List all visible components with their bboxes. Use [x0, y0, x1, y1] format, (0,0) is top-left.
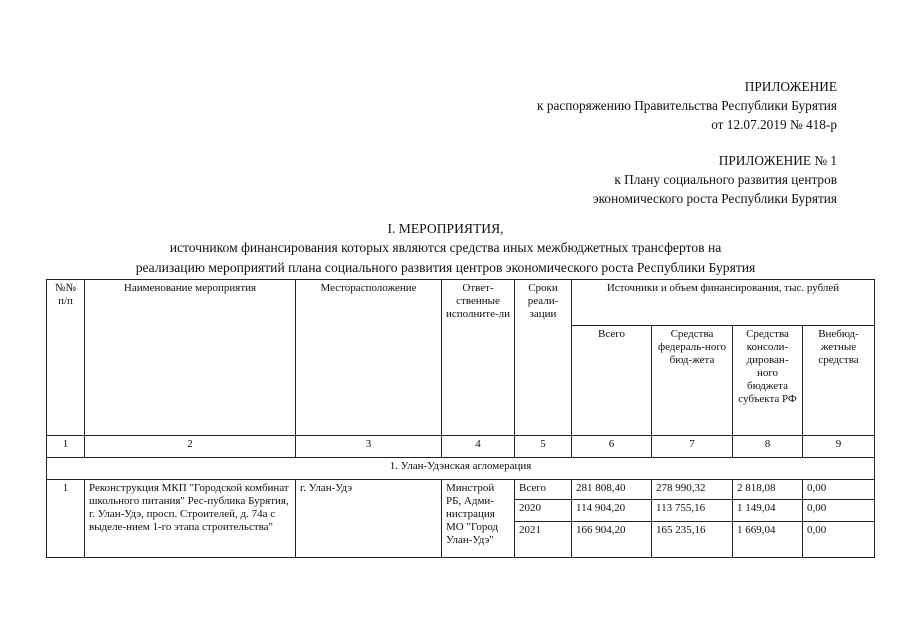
header-funding: Источники и объем финансирования, тыс. рублей	[572, 280, 875, 326]
column-number-row	[47, 436, 875, 458]
column-number: 2	[85, 436, 296, 458]
column-number: 8	[733, 436, 803, 458]
appendix-title: ПРИЛОЖЕНИЕ	[744, 79, 837, 94]
header-total: Всего	[572, 326, 652, 436]
column-number: 3	[296, 436, 442, 458]
section-subheading-line2: реализацию мероприятий плана социального развития центров экономического роста Республики Бурятия	[135, 260, 756, 275]
section-subheading-line1: источником финансирования которых являются средства иных межбюджетных трансфертов на	[169, 240, 722, 255]
column-number: 1	[47, 436, 85, 458]
column-number: 6	[572, 436, 652, 458]
period-term: 2020	[515, 500, 572, 522]
header-location: Месторасположение	[296, 280, 442, 436]
column-number: 4	[442, 436, 515, 458]
period-federal: 278 990,32	[652, 480, 733, 500]
period-total: 281 808,40	[572, 480, 652, 500]
appendix-date-number: от 12.07.2019 № 418-р	[711, 117, 837, 132]
annex-reference-line1: к Плану социального развития центров	[614, 172, 837, 187]
annex-header	[593, 151, 837, 208]
period-federal: 113 755,16	[652, 500, 733, 522]
row-executors: Минстрой РБ, Адми-нистрация МО "Город Улан-Удэ"	[442, 480, 515, 558]
appendix-reference: к распоряжению Правительства Республики Бурятия	[537, 98, 837, 113]
header-consolidated: Средства консоли-дирован-ного бюджета субъекта РФ	[733, 326, 803, 436]
column-number: 7	[652, 436, 733, 458]
measures-table	[46, 279, 875, 558]
header-executors: Ответ-ственные исполните-ли	[442, 280, 515, 436]
column-number: 9	[803, 436, 875, 458]
period-total: 114 904,20	[572, 500, 652, 522]
header-extrabudget: Внебюд-жетные средства	[803, 326, 875, 436]
row-name: Реконструкция МКП "Городской комбинат школьного питания" Рес-публика Бурятия, г. Улан-Удэ, просп. Строителей, д. 74а с выделе-нием 1-го этапа строительства"	[85, 480, 296, 558]
header-terms: Сроки реали-зации	[515, 280, 572, 436]
period-extrabudget: 0,00	[803, 522, 875, 558]
appendix-header	[537, 77, 837, 134]
period-consolidated: 2 818,08	[733, 480, 803, 500]
table-row	[47, 480, 875, 500]
row-location: г. Улан-Удэ	[296, 480, 442, 558]
header-name: Наименование мероприятия	[85, 280, 296, 436]
period-consolidated: 1 149,04	[733, 500, 803, 522]
group-title: 1. Улан-Удэнская агломерация	[47, 458, 875, 480]
header-num: №№ п/п	[47, 280, 85, 436]
period-federal: 165 235,16	[652, 522, 733, 558]
header-federal: Средства федераль-ного бюд-жета	[652, 326, 733, 436]
period-extrabudget: 0,00	[803, 500, 875, 522]
period-total: 166 904,20	[572, 522, 652, 558]
annex-reference-line2: экономического роста Республики Бурятия	[592, 191, 837, 206]
period-term: 2021	[515, 522, 572, 558]
period-consolidated: 1 669,04	[733, 522, 803, 558]
section-heading: I. МЕРОПРИЯТИЯ,	[387, 221, 504, 236]
period-extrabudget: 0,00	[803, 480, 875, 500]
annex-title: ПРИЛОЖЕНИЕ № 1	[718, 153, 837, 168]
period-term: Всего	[515, 480, 572, 500]
row-num: 1	[47, 480, 85, 558]
column-number: 5	[515, 436, 572, 458]
